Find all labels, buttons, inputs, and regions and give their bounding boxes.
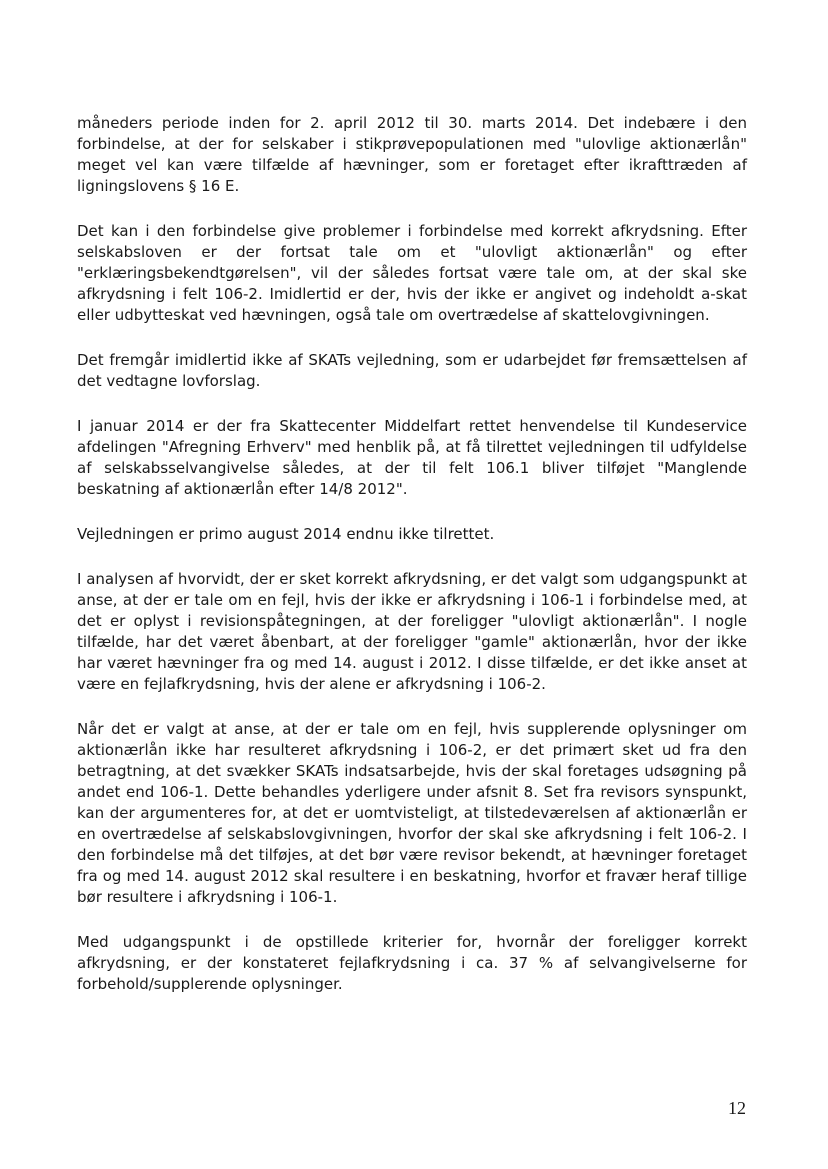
paragraph: I analysen af hvorvidt, der er sket korrekt afkrydsning, er det valgt som udgangspunkt at anse, at der er tale om en fejl, hvis der ikke er afkrydsning i 106-1 i forbindelse med, at det er oplyst i revisionspåtegningen, at der foreligger "ulovligt aktionærlån". I nogle tilfælde, har det været åbenbart, at der foreligger "gamle" aktionærlån, hvor der ikke har været hævninger fra og med 14. august i 2012. I disse tilfælde, er det ikke anset at være en fejlafkrydsning, hvis der alene er afkrydsning i 106-2. — [77, 570, 747, 693]
paragraph: I januar 2014 er der fra Skattecenter Middelfart rettet henvendelse til Kundeservice afdelingen "Afregning Erhverv" med henblik på, at få tilrettet vejledningen til udfyldelse af selskabsselvangivelse således, at der til felt 106.1 bliver tilføjet "Manglende beskatning af aktionærlån efter 14/8 2012". — [77, 417, 747, 498]
paragraph: måneders periode inden for 2. april 2012 til 30. marts 2014. Det indebære i den forbindelse, at der for selskaber i stikprøvepopulationen med "ulovlige aktionærlån" meget vel kan være tilfælde af hævninger, som er foretaget efter ikrafttræden af ligningslovens § 16 E. — [77, 114, 747, 195]
paragraph: Vejledningen er primo august 2014 endnu ikke tilrettet. — [77, 525, 495, 543]
paragraph: Når det er valgt at anse, at der er tale om en fejl, hvis supplerende oplysninger om aktionærlån ikke har resulteret afkrydsning i 106-2, er det primært sket ud fra den betragtning, at det svækker SKATs indsatsarbejde, hvis der skal foretages udsøgning på andet end 106-1. Dette behandles yderligere under afsnit 8. Set fra revisors synspunkt, kan der argumenteres for, at det er uomtvisteligt, at tilstedeværelsen af aktionærlån er en overtrædelse af selskabslovgivningen, hvorfor der skal ske afkrydsning i felt 106-2. I den forbindelse må det tilføjes, at det bør være revisor bekendt, at hævninger foretaget fra og med 14. august 2012 skal resultere i en beskatning, hvorfor et fravær heraf tillige bør resultere i afkrydsning i 106-1. — [77, 720, 747, 906]
paragraph: Med udgangspunkt i de opstillede kriterier for, hvornår der foreligger korrekt afkrydsning, er der konstateret fejlafkrydsning i ca. 37 % af selvangivelserne for forbehold/supplerende oplysninger. — [77, 933, 747, 993]
paragraph: Det fremgår imidlertid ikke af SKATs vejledning, som er udarbejdet før fremsættelsen af det vedtagne lovforslag. — [77, 351, 747, 390]
page-number: 12 — [728, 1098, 746, 1118]
paragraph: Det kan i den forbindelse give problemer i forbindelse med korrekt afkrydsning. Efter selskabsloven er der fortsat tale om et "ulovligt aktionærlån" og efter "erklæringsbekendtgørelsen", vil der således fortsat være tale om, at der skal ske afkrydsning i felt 106-2. Imidlertid er der, hvis der ikke er angivet og indeholdt a-skat eller udbytteskat ved hævningen, også tale om overtrædelse af skattelovgivningen. — [77, 222, 747, 324]
body-text — [77, 113, 747, 1019]
